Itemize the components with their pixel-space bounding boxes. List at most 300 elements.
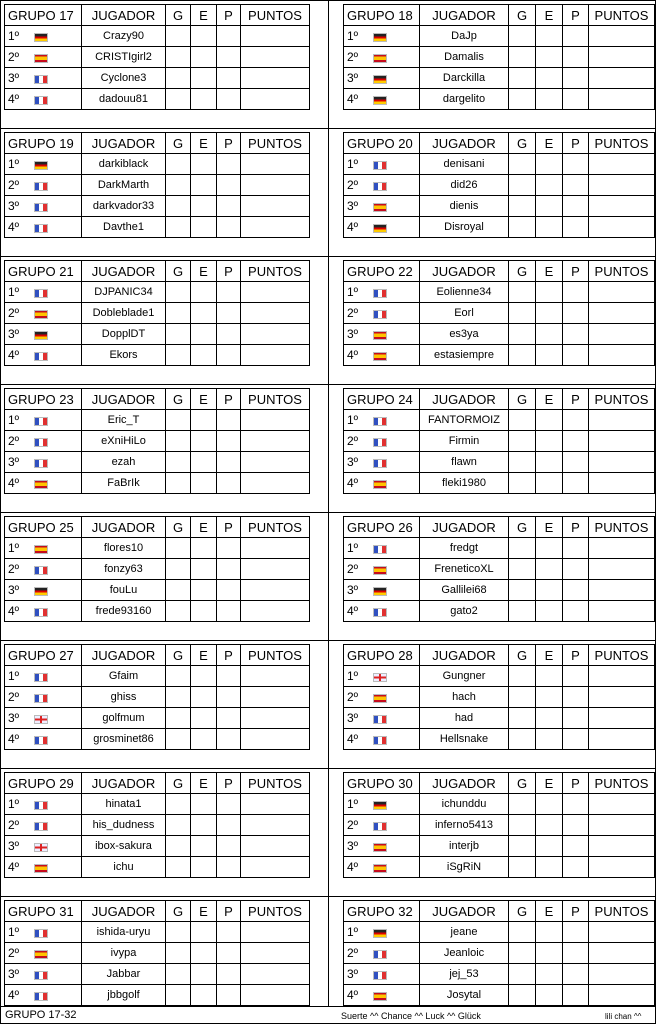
table-row	[5, 687, 310, 708]
player-name: estasiempre	[420, 345, 509, 366]
losses-cell	[563, 794, 589, 815]
table-row	[5, 217, 310, 238]
position-cell	[5, 708, 82, 729]
draws-cell	[191, 538, 217, 559]
points-cell	[241, 538, 310, 559]
player-name: ichunddu	[420, 794, 509, 815]
losses-cell	[563, 857, 589, 878]
player-name: Dobleblade1	[82, 303, 166, 324]
draws-cell	[536, 89, 563, 110]
wins-cell	[166, 943, 191, 964]
group-table	[343, 900, 655, 1006]
position-number: 3º	[347, 967, 359, 981]
losses-column-header: P	[563, 5, 589, 26]
player-column-header: JUGADOR	[420, 901, 509, 922]
points-cell	[241, 410, 310, 431]
group-header-row	[5, 901, 310, 922]
wins-cell	[509, 922, 536, 943]
position-cell	[344, 175, 420, 196]
losses-cell	[217, 964, 241, 985]
row-divider	[1, 512, 656, 513]
table-row	[344, 89, 655, 110]
points-cell	[589, 345, 655, 366]
points-cell	[589, 324, 655, 345]
group-table	[343, 772, 655, 878]
points-cell	[241, 943, 310, 964]
position-number: 2º	[347, 306, 359, 320]
flag-fr-icon	[34, 289, 48, 298]
wins-cell	[166, 473, 191, 494]
losses-column-header: P	[217, 261, 241, 282]
position-cell	[344, 410, 420, 431]
flag-de-icon	[373, 75, 387, 84]
points-column-header: PUNTOS	[589, 261, 655, 282]
wins-cell	[509, 217, 536, 238]
position-cell	[5, 815, 82, 836]
points-cell	[589, 922, 655, 943]
position-cell	[5, 47, 82, 68]
losses-cell	[217, 687, 241, 708]
position-number: 4º	[347, 348, 359, 362]
table-row	[5, 708, 310, 729]
flag-fr-icon	[373, 438, 387, 447]
wins-column-header: G	[166, 773, 191, 794]
points-column-header: PUNTOS	[589, 773, 655, 794]
group-name: GRUPO 31	[5, 901, 82, 922]
table-row	[344, 580, 655, 601]
position-cell	[5, 729, 82, 750]
position-number: 3º	[347, 455, 359, 469]
points-cell	[589, 473, 655, 494]
draws-cell	[536, 452, 563, 473]
footer-author: lili chan ^^	[605, 1012, 642, 1021]
losses-cell	[217, 836, 241, 857]
table-row	[5, 538, 310, 559]
losses-cell	[563, 729, 589, 750]
wins-cell	[166, 964, 191, 985]
player-name: jeane	[420, 922, 509, 943]
group-cell	[1, 641, 329, 769]
position-number: 3º	[8, 327, 20, 341]
player-name: Damalis	[420, 47, 509, 68]
group-cell	[1, 385, 329, 513]
points-cell	[241, 964, 310, 985]
position-cell	[5, 175, 82, 196]
position-number: 3º	[8, 455, 20, 469]
wins-cell	[509, 666, 536, 687]
losses-cell	[217, 452, 241, 473]
table-row	[5, 473, 310, 494]
group-cell	[1, 513, 329, 641]
position-cell	[344, 836, 420, 857]
draws-cell	[536, 431, 563, 452]
losses-cell	[217, 666, 241, 687]
table-row	[5, 943, 310, 964]
table-row	[5, 89, 310, 110]
draws-cell	[191, 964, 217, 985]
draws-cell	[191, 324, 217, 345]
draws-cell	[191, 345, 217, 366]
draws-cell	[191, 68, 217, 89]
table-row	[344, 794, 655, 815]
position-number: 2º	[347, 50, 359, 64]
group-cell	[329, 385, 656, 513]
losses-cell	[217, 410, 241, 431]
position-number: 1º	[8, 541, 20, 555]
losses-cell	[563, 601, 589, 622]
draws-cell	[191, 943, 217, 964]
draws-cell	[191, 196, 217, 217]
position-cell	[5, 580, 82, 601]
player-name: flores10	[82, 538, 166, 559]
group-table	[4, 132, 310, 238]
draws-cell	[536, 964, 563, 985]
losses-cell	[563, 196, 589, 217]
position-number: 1º	[8, 797, 20, 811]
draws-cell	[536, 687, 563, 708]
position-cell	[344, 922, 420, 943]
table-row	[344, 815, 655, 836]
row-divider	[1, 128, 656, 129]
table-row	[5, 559, 310, 580]
table-row	[344, 154, 655, 175]
wins-cell	[509, 410, 536, 431]
group-cell	[329, 641, 656, 769]
losses-cell	[563, 175, 589, 196]
player-name: dargelito	[420, 89, 509, 110]
flag-de-icon	[34, 331, 48, 340]
flag-es-icon	[34, 54, 48, 63]
flag-fr-icon	[373, 715, 387, 724]
points-cell	[589, 815, 655, 836]
losses-cell	[563, 666, 589, 687]
group-name: GRUPO 20	[344, 133, 420, 154]
losses-cell	[217, 943, 241, 964]
points-column-header: PUNTOS	[241, 773, 310, 794]
flag-fr-icon	[373, 182, 387, 191]
player-name: Jabbar	[82, 964, 166, 985]
table-row	[344, 857, 655, 878]
group-header-row	[344, 389, 655, 410]
table-row	[5, 410, 310, 431]
position-number: 2º	[8, 562, 20, 576]
player-column-header: JUGADOR	[82, 261, 166, 282]
losses-cell	[563, 452, 589, 473]
draws-cell	[191, 985, 217, 1006]
flag-es-icon	[373, 864, 387, 873]
table-row	[344, 473, 655, 494]
points-cell	[589, 857, 655, 878]
flag-fr-icon	[34, 224, 48, 233]
draws-column-header: E	[191, 133, 217, 154]
draws-cell	[536, 26, 563, 47]
player-name: had	[420, 708, 509, 729]
group-table	[343, 388, 655, 494]
group-header-row	[5, 5, 310, 26]
group-header-row	[344, 517, 655, 538]
player-column-header: JUGADOR	[420, 133, 509, 154]
draws-cell	[191, 708, 217, 729]
position-cell	[344, 47, 420, 68]
table-row	[344, 708, 655, 729]
draws-cell	[536, 196, 563, 217]
table-row	[5, 922, 310, 943]
points-cell	[241, 580, 310, 601]
wins-cell	[166, 410, 191, 431]
flag-fr-icon	[373, 545, 387, 554]
position-number: 3º	[8, 199, 20, 213]
flag-fr-icon	[373, 608, 387, 617]
wins-cell	[166, 26, 191, 47]
table-row	[5, 324, 310, 345]
points-cell	[241, 836, 310, 857]
wins-cell	[509, 943, 536, 964]
losses-cell	[563, 47, 589, 68]
position-number: 4º	[8, 732, 20, 746]
points-cell	[241, 175, 310, 196]
flag-fr-icon	[373, 417, 387, 426]
flag-fr-icon	[34, 352, 48, 361]
position-cell	[5, 687, 82, 708]
wins-cell	[509, 559, 536, 580]
points-column-header: PUNTOS	[241, 517, 310, 538]
table-row	[344, 410, 655, 431]
table-row	[344, 687, 655, 708]
losses-cell	[563, 282, 589, 303]
losses-cell	[563, 687, 589, 708]
position-number: 3º	[8, 839, 20, 853]
draws-cell	[536, 794, 563, 815]
flag-fr-icon	[373, 822, 387, 831]
player-column-header: JUGADOR	[420, 5, 509, 26]
draws-cell	[536, 154, 563, 175]
player-name: hach	[420, 687, 509, 708]
group-name: GRUPO 25	[5, 517, 82, 538]
player-name: Hellsnake	[420, 729, 509, 750]
row-divider	[1, 256, 656, 257]
draws-column-header: E	[536, 645, 563, 666]
player-name: inferno5413	[420, 815, 509, 836]
position-number: 4º	[8, 92, 20, 106]
position-number: 4º	[8, 860, 20, 874]
group-cell	[329, 129, 656, 257]
player-name: did26	[420, 175, 509, 196]
position-cell	[344, 601, 420, 622]
wins-cell	[166, 303, 191, 324]
flag-fr-icon	[373, 459, 387, 468]
losses-cell	[563, 26, 589, 47]
losses-cell	[217, 431, 241, 452]
draws-cell	[536, 836, 563, 857]
group-name: GRUPO 22	[344, 261, 420, 282]
flag-de-icon	[373, 801, 387, 810]
losses-cell	[563, 538, 589, 559]
table-row	[344, 26, 655, 47]
player-name: FANTORMOIZ	[420, 410, 509, 431]
draws-cell	[536, 345, 563, 366]
position-cell	[344, 473, 420, 494]
position-cell	[344, 538, 420, 559]
losses-cell	[563, 964, 589, 985]
group-name: GRUPO 21	[5, 261, 82, 282]
position-cell	[344, 282, 420, 303]
points-column-header: PUNTOS	[589, 901, 655, 922]
player-name: Eolienne34	[420, 282, 509, 303]
player-name: darkiblack	[82, 154, 166, 175]
player-column-header: JUGADOR	[420, 645, 509, 666]
flag-fr-icon	[373, 950, 387, 959]
player-name: Gallilei68	[420, 580, 509, 601]
losses-cell	[563, 89, 589, 110]
draws-cell	[536, 282, 563, 303]
wins-column-header: G	[509, 645, 536, 666]
position-cell	[344, 217, 420, 238]
table-row	[5, 964, 310, 985]
position-cell	[344, 303, 420, 324]
group-name: GRUPO 19	[5, 133, 82, 154]
group-cell	[1, 257, 329, 385]
draws-cell	[536, 410, 563, 431]
position-cell	[5, 345, 82, 366]
points-cell	[589, 559, 655, 580]
position-number: 4º	[8, 988, 20, 1002]
draws-cell	[191, 601, 217, 622]
wins-cell	[166, 196, 191, 217]
losses-cell	[217, 175, 241, 196]
player-name: DaJp	[420, 26, 509, 47]
position-number: 4º	[347, 988, 359, 1002]
points-column-header: PUNTOS	[589, 389, 655, 410]
flag-de-icon	[34, 33, 48, 42]
player-name: iSgRiN	[420, 857, 509, 878]
wins-cell	[509, 154, 536, 175]
wins-column-header: G	[509, 517, 536, 538]
wins-cell	[166, 985, 191, 1006]
losses-cell	[563, 303, 589, 324]
losses-cell	[563, 473, 589, 494]
draws-cell	[536, 666, 563, 687]
player-name: DJPANIC34	[82, 282, 166, 303]
wins-column-header: G	[166, 389, 191, 410]
table-row	[5, 26, 310, 47]
draws-cell	[191, 922, 217, 943]
flag-es-icon	[373, 352, 387, 361]
points-cell	[241, 68, 310, 89]
position-number: 4º	[347, 604, 359, 618]
draws-cell	[191, 559, 217, 580]
losses-cell	[217, 794, 241, 815]
position-cell	[5, 303, 82, 324]
draws-cell	[191, 836, 217, 857]
losses-column-header: P	[563, 901, 589, 922]
row-divider	[1, 896, 656, 897]
draws-column-header: E	[191, 389, 217, 410]
player-name: dienis	[420, 196, 509, 217]
table-row	[344, 196, 655, 217]
wins-cell	[509, 175, 536, 196]
losses-cell	[217, 857, 241, 878]
draws-cell	[191, 452, 217, 473]
position-number: 3º	[8, 967, 20, 981]
draws-column-header: E	[536, 389, 563, 410]
player-name: Cyclone3	[82, 68, 166, 89]
position-cell	[5, 68, 82, 89]
wins-cell	[509, 794, 536, 815]
position-cell	[344, 857, 420, 878]
losses-cell	[563, 217, 589, 238]
points-cell	[241, 729, 310, 750]
position-cell	[5, 26, 82, 47]
position-cell	[5, 282, 82, 303]
group-table	[343, 132, 655, 238]
losses-cell	[217, 282, 241, 303]
player-name: flawn	[420, 452, 509, 473]
wins-cell	[166, 324, 191, 345]
player-name: ezah	[82, 452, 166, 473]
group-table	[343, 644, 655, 750]
table-row	[344, 452, 655, 473]
position-number: 1º	[8, 157, 20, 171]
group-table	[4, 388, 310, 494]
position-cell	[5, 431, 82, 452]
wins-cell	[166, 794, 191, 815]
points-cell	[241, 559, 310, 580]
group-header-row	[5, 261, 310, 282]
group-cell	[329, 769, 656, 897]
flag-fr-icon	[34, 608, 48, 617]
group-header-row	[5, 389, 310, 410]
flag-fr-icon	[34, 694, 48, 703]
group-table	[4, 4, 310, 110]
losses-cell	[217, 154, 241, 175]
position-number: 2º	[347, 178, 359, 192]
points-cell	[241, 89, 310, 110]
flag-gb-icon	[373, 673, 387, 682]
losses-column-header: P	[563, 389, 589, 410]
losses-cell	[217, 580, 241, 601]
group-header-row	[344, 5, 655, 26]
player-name: dadouu81	[82, 89, 166, 110]
flag-fr-icon	[34, 182, 48, 191]
wins-cell	[509, 985, 536, 1006]
player-name: Eorl	[420, 303, 509, 324]
position-cell	[344, 89, 420, 110]
losses-cell	[563, 410, 589, 431]
losses-cell	[217, 26, 241, 47]
losses-column-header: P	[217, 389, 241, 410]
player-name: ibox-sakura	[82, 836, 166, 857]
table-row	[5, 47, 310, 68]
wins-cell	[509, 857, 536, 878]
player-column-header: JUGADOR	[420, 773, 509, 794]
flag-de-icon	[373, 224, 387, 233]
group-header-row	[344, 901, 655, 922]
points-cell	[241, 303, 310, 324]
losses-cell	[217, 303, 241, 324]
player-name: FreneticoXL	[420, 559, 509, 580]
draws-cell	[536, 47, 563, 68]
wins-cell	[166, 815, 191, 836]
position-number: 2º	[347, 818, 359, 832]
points-cell	[241, 922, 310, 943]
position-number: 4º	[8, 476, 20, 490]
position-cell	[344, 985, 420, 1006]
player-name: Disroyal	[420, 217, 509, 238]
draws-cell	[536, 815, 563, 836]
points-cell	[241, 324, 310, 345]
position-cell	[5, 559, 82, 580]
wins-column-header: G	[166, 133, 191, 154]
